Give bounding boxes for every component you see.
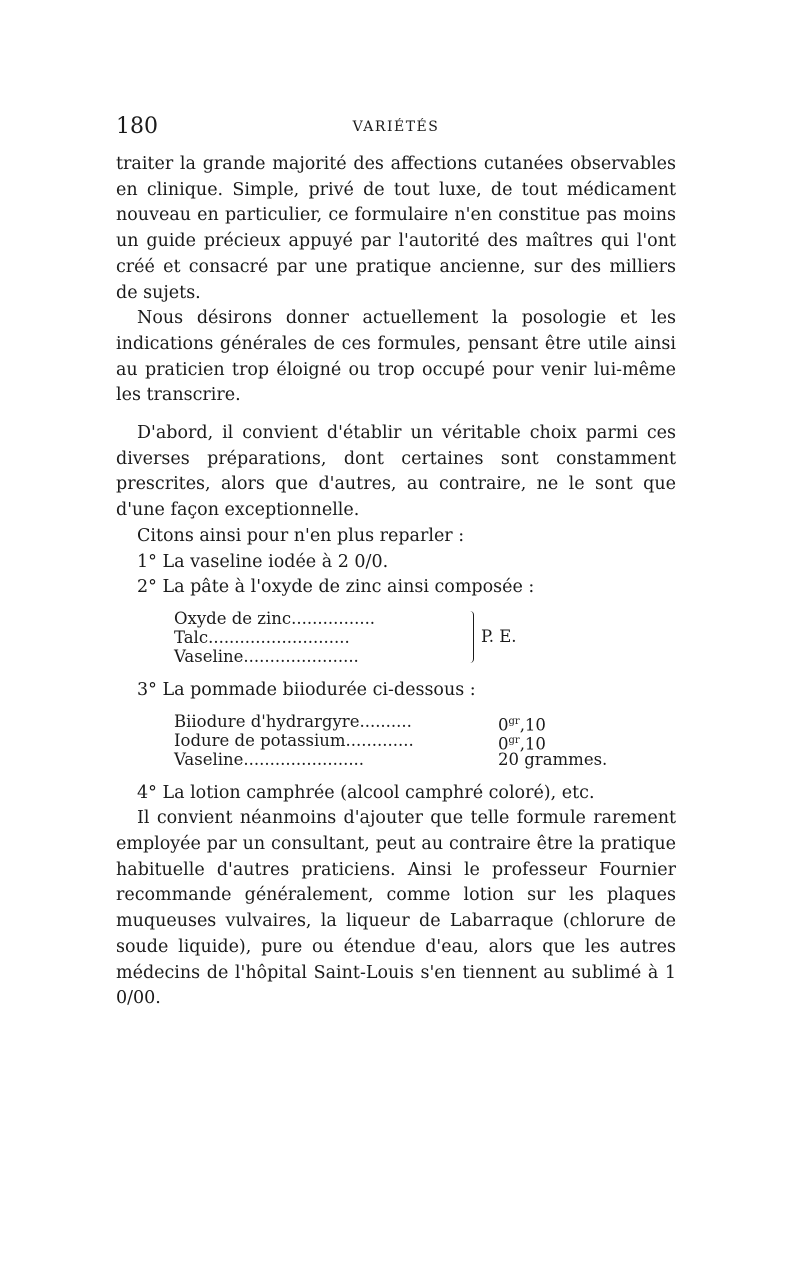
ingredient: Iodure de potassium.............: [174, 730, 414, 750]
dose: 20 grammes.: [498, 749, 608, 769]
paragraph-posology: Nous désirons donner actuellement la posologie et les indications générales de ces formules, pensant être utile ainsi au praticien trop éloigné ou trop occupé pour venir lui-même les transcrire.: [116, 308, 676, 406]
formula-row: [174, 730, 676, 754]
formula-zinc-paste: [174, 609, 676, 666]
ingredient: Talc...........................: [174, 627, 350, 647]
brace-symbol: [467, 611, 474, 663]
ingredient: Oxyde de zinc................: [174, 608, 376, 628]
ingredient: Vaseline.......................: [174, 749, 365, 769]
formula-row: [174, 609, 676, 628]
list-item-3: 3° La pommade biiodurée ci-dessous :: [137, 679, 476, 700]
formula-row: [174, 628, 676, 647]
paragraph-choice: D'abord, il convient d'établir un véritable choix parmi ces diverses préparations, dont certaines sont constamment prescrites, alors que d'autres, au contraire, ne le sont que d'une façon exceptionnelle.: [116, 423, 676, 521]
page-header: [116, 114, 676, 144]
paragraph-fournier: Il convient néanmoins d'ajouter que telle formule rarement employée par un consultant, peut au contraire être la pratique habituelle d'autres praticiens. Ainsi le professeur Fournier recommande généralement, comme lotion sur les plaques muqueuses vulvaires, la liqueur de Labarraque (chlorure de soude liquide), pure ou étendue d'eau, alors que les autres médecins de l'hôpital Saint-Louis s'en tiennent au sublimé à 1 0/00.: [116, 808, 676, 1009]
list-item-1: 1° La vaseline iodée à 2 0/0.: [137, 551, 389, 572]
dose: $0^{gr},10$: [498, 715, 546, 735]
body-text: [116, 152, 676, 1012]
page-number: 180: [116, 114, 158, 139]
formula-biiodide-ointment: [174, 712, 676, 769]
list-item-4: 4° La lotion camphrée (alcool camphré coloré), etc.: [137, 782, 595, 803]
paragraph-continued: traiter la grande majorité des affections cutanées observables en clinique. Simple, privé de tout luxe, de tout médicament nouveau en particulier, ce formulaire n'en constitue pas moins un guide précieux appuyé par l'autorité des maîtres qui l'ont créé et consacré par une pratique ancienne, sur des milliers de sujets.: [116, 154, 676, 303]
paragraph-citons: Citons ainsi pour n'en plus reparler :: [137, 525, 465, 546]
formula-row: [174, 647, 676, 666]
formula-row: [174, 711, 676, 735]
running-head: VARIÉTÉS: [352, 119, 440, 135]
equal-parts-label: P. E.: [481, 626, 517, 646]
dose: $0^{gr},10$: [498, 734, 546, 754]
formula-row: [174, 750, 676, 769]
list-item-2: 2° La pâte à l'oxyde de zinc ainsi composée :: [137, 577, 535, 598]
ingredient: Vaseline......................: [174, 646, 359, 666]
ingredient: Biiodure d'hydrargyre..........: [174, 711, 412, 731]
